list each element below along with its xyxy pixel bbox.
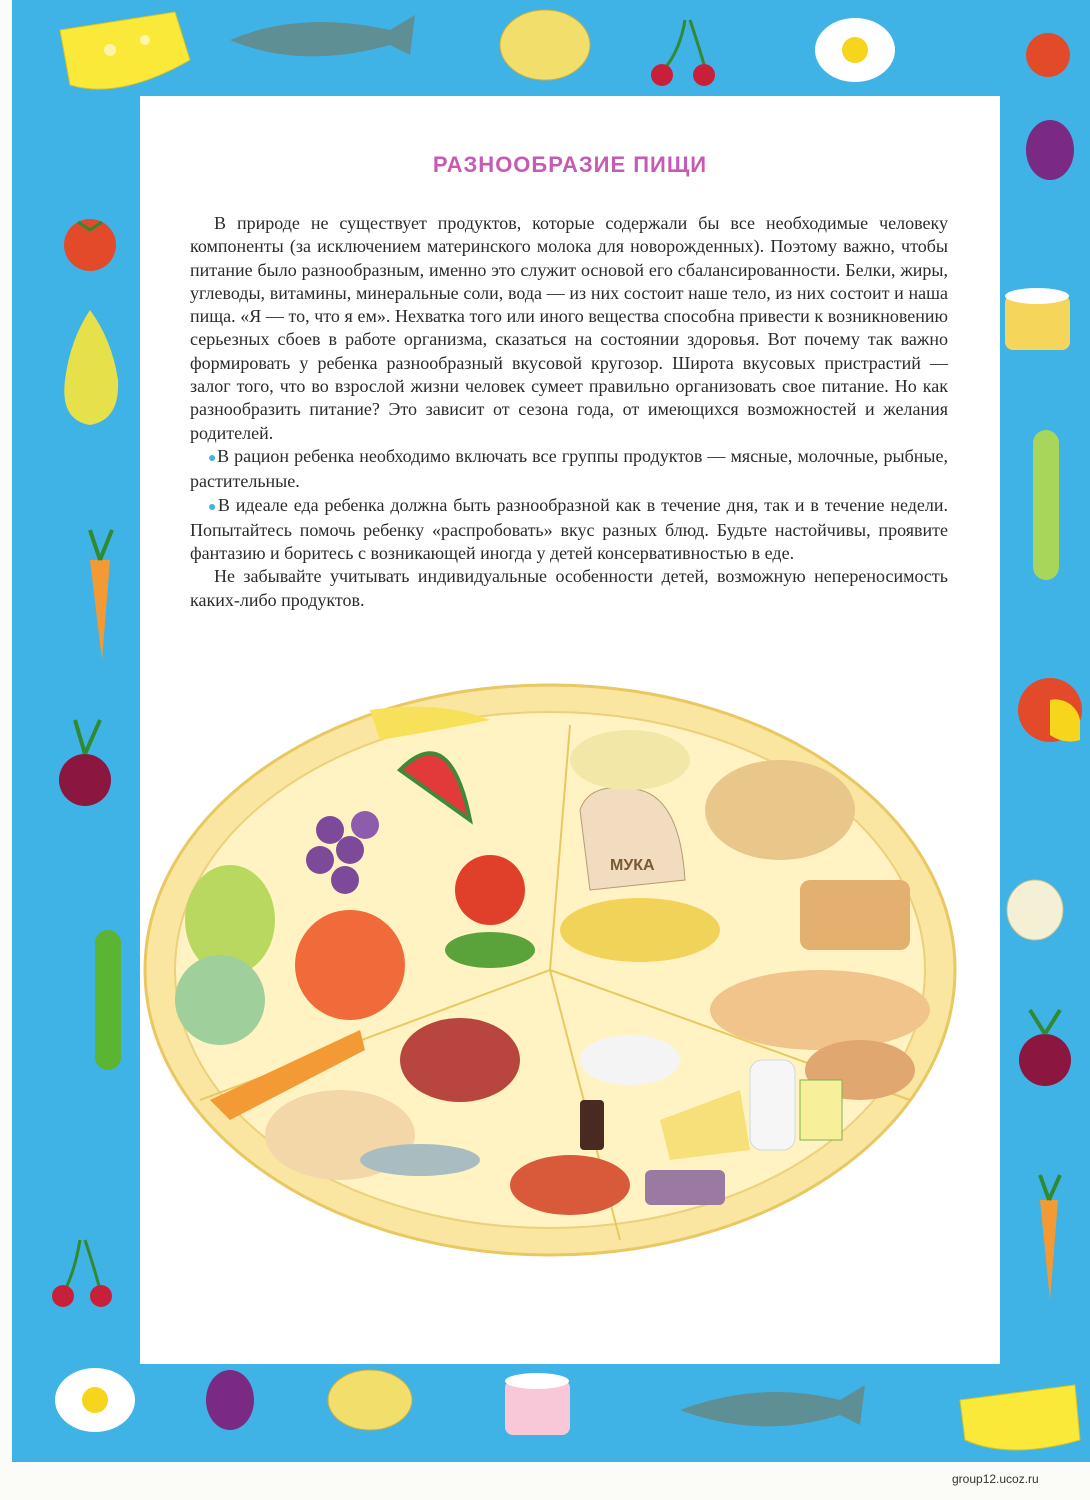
carrot-icon [1040,1175,1060,1300]
porridge-icon [570,730,690,790]
tomato-icon [1026,33,1070,77]
pear-icon [64,310,118,425]
pasta-icon [560,898,720,962]
potatoes-icon [705,760,855,860]
paragraph-intro: В природе не существует продуктов, которые содержали бы все необходимые человеку компоненты (за исключением материнского молока для новорожденных). Поэтому важно, чтобы питание было разнообразным, именно это служит основой его сбалансированности. Белки, жиры, углеводы, витамины, минеральные соли, вода — из них состоит наше тело, из них состоит и наша пища. «Я — то, что я ем». Нехватка того или иного вещества способна привести к возникновению серьезных сбоев в работе организма, сказаться на состоянии здоровья. Вот почему так важно формировать у ребенка разнообразный вкусовой кругозор. Широта вкусовых пристрастий — залог того, что во взрослой жизни человек сумеет правильно организовать свое питание. Но как разнообразить питание? Это зависит от сезона года, от имеющихся возможностей и желания родителей. [190,213,948,443]
bread-icon [800,880,910,950]
apple-icon [295,910,405,1020]
cucumber-icon [445,932,535,968]
loaf-icon [710,970,930,1050]
cottage-cheese-icon [580,1035,680,1085]
yogurt-icon [645,1170,725,1205]
food-plate-illustration [140,680,960,1260]
milk-carton-icon [800,1080,842,1140]
egg-icon [815,18,895,82]
cup-icon [1005,288,1070,350]
cheese-icon [60,12,190,89]
plum-icon [1026,120,1074,180]
svg-text:МУКА: МУКА [610,857,655,874]
meat-icon [400,1018,520,1102]
milk-bottle-icon [750,1060,795,1150]
cup-icon [505,1373,570,1435]
footer-watermark-url: group12.ucoz.ru [952,1472,1039,1486]
tomato-icon [455,855,525,925]
broccoli-icon [175,955,265,1045]
cheese-icon [960,1385,1080,1450]
tomato-icon [64,219,116,271]
cucumber-icon [95,930,121,1070]
potato-icon [328,1370,412,1430]
cocoa-can-icon [580,1100,604,1150]
bullet-dot: ● [208,450,218,466]
potato-icon [500,10,590,80]
plum-icon [206,1370,254,1430]
fish-icon [360,1144,480,1176]
paragraph-closing: Не забывайте учитывать индивидуальные особенности детей, возможную непереносимость каких-либо продуктов. [190,566,948,610]
cake-icon [510,1155,630,1215]
bullet-dot: ● [208,499,218,515]
cucumber-icon [1033,430,1059,580]
paragraph-bullet-1: ●В рацион ребенка необходимо включать все группы продуктов — мясные, молочные, рыбные, растительные. [190,445,948,492]
carrot-icon [90,530,112,660]
beet-icon [59,720,111,806]
fish-icon [680,1385,865,1426]
fish-icon [230,15,415,56]
onion-icon [1007,880,1063,940]
article-body [190,212,948,612]
paragraph-bullet-2: ●В идеале еда ребенка должна быть разнообразной как в течение дня, так и в течение недели. Попытайтесь помочь ребенку «распробовать» вкус разных блюд. Будьте настойчивы, проявите фантазию и боритесь с возникающей иногда у детей консервативностью в еде. [190,494,948,564]
page-title: РАЗНООБРАЗИЕ ПИЩИ [432,152,708,177]
egg-icon [55,1368,135,1432]
beet-icon [1019,1010,1071,1086]
cherry-icon [651,20,715,86]
cherry-icon [52,1240,112,1307]
apple-icon [1018,678,1082,742]
